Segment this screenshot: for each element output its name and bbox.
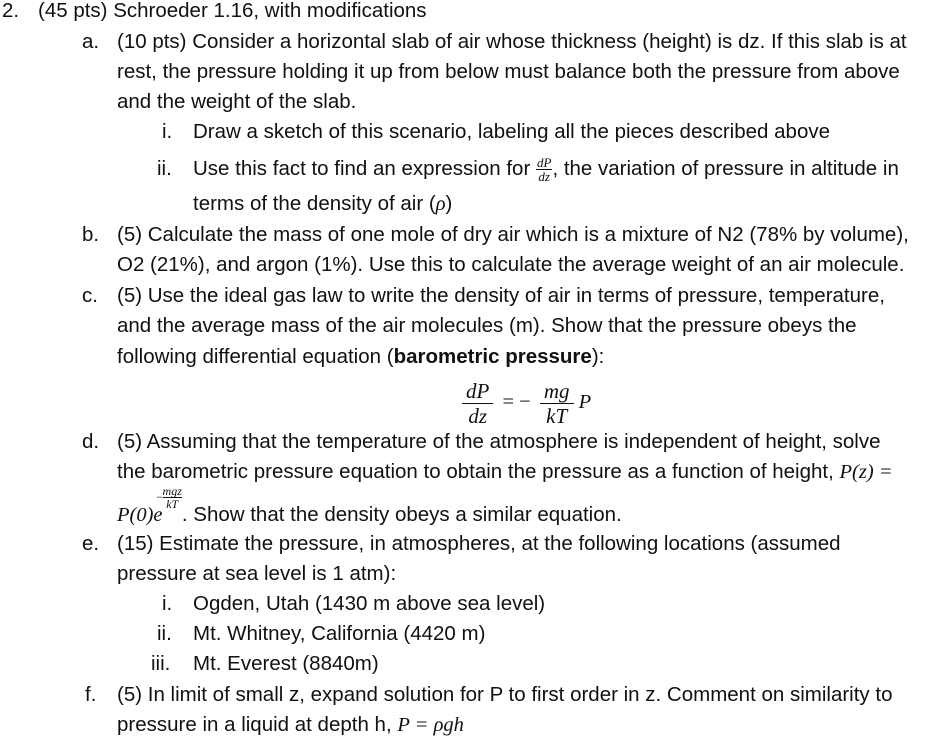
part-e-line-1: (15) Estimate the pressure, in atmospheres, at the following locations (assumed (117, 532, 841, 555)
part-e-label: e. (82, 532, 100, 555)
part-e-item-1-text: Ogden, Utah (1430 m above sea level) (193, 592, 546, 615)
eq-lhs-numerator: dP (462, 379, 493, 404)
eq-lhs-denominator: dz (468, 403, 487, 428)
exponent-sign: − (155, 490, 164, 504)
sub-ii-line-2-post: ) (445, 192, 453, 215)
part-c-line-1: (5) Use the ideal gas law to write the density of air in terms of pressure, temperature, (117, 284, 885, 307)
part-d-line-2-pre: the barometric pressure equation to obtain the pressure as a function of height, (117, 460, 834, 483)
part-c-line-2: and the average mass of the air molecules (m). Show that the pressure obeys the (117, 314, 857, 337)
part-d-line-1: (5) Assuming that the temperature of the atmosphere is independent of height, solve (117, 430, 881, 453)
dp-dz-fraction (536, 156, 552, 183)
part-e-item-3-text: Mt. Everest (8840m) (193, 652, 379, 675)
exponent-denominator: kT (166, 497, 179, 511)
part-a-sub-ii-label: ii. (157, 157, 172, 180)
part-a-label: a. (82, 30, 100, 53)
part-f-label: f. (85, 683, 97, 706)
part-a-line-2: rest, the pressure holding it up from below must balance both the pressure from above (117, 60, 900, 83)
pz-expression: P(z) = (839, 461, 893, 483)
part-b-line-2: O2 (21%), and argon (1%). Use this to calculate the average weight of an air molecule. (117, 253, 905, 276)
part-f-line-2-pre: pressure in a liquid at depth h, (117, 713, 392, 736)
part-f-line-1: (5) In limit of small z, expand solution for P to first order in z. Comment on similarity to (117, 683, 893, 706)
eq-rhs-fraction (540, 379, 574, 428)
part-c-line-3-post: ): (591, 345, 605, 368)
fraction-numerator: dP (536, 155, 552, 171)
sub-ii-pre-text: Use this fact to find an expression for (193, 157, 531, 180)
eq-rhs-numerator: mg (540, 379, 574, 404)
rho-symbol: ρ (435, 193, 446, 215)
part-e-item-1-label: i. (162, 592, 173, 615)
part-c-line-3 (117, 342, 604, 372)
eq-sign: = − (502, 391, 531, 413)
part-a-sub-ii-line-2 (193, 189, 452, 219)
exponent-numerator: mgz (162, 484, 182, 498)
eq-rhs-denominator: kT (546, 403, 568, 428)
part-f-line-2 (117, 710, 464, 740)
sub-ii-post-text: , the variation of pressure in altitude in (552, 157, 899, 180)
eq-tail-p: P (578, 391, 592, 413)
fraction-denominator: dz (538, 169, 550, 185)
part-a-sub-i-label: i. (162, 120, 173, 143)
part-a-sub-i-text: Draw a sketch of this scenario, labeling all the pieces described above (193, 120, 830, 143)
part-e-line-2: pressure at sea level is 1 atm): (117, 562, 397, 585)
part-e-item-2-label: ii. (157, 622, 172, 645)
part-a-line-3: and the weight of the slab. (117, 90, 357, 113)
barometric-equation (462, 372, 591, 432)
part-d-label: d. (82, 430, 100, 453)
part-b-label: b. (82, 223, 100, 246)
part-b-line-1: (5) Calculate the mass of one mole of dry air which is a mixture of N2 (78% by volume), (117, 223, 909, 246)
eq-lhs-fraction (462, 379, 493, 428)
part-a-sub-ii-line-1 (193, 154, 899, 184)
exponent (155, 484, 182, 511)
problem-title: (45 pts) Schroeder 1.16, with modifications (38, 0, 427, 22)
part-d-line-3-post: . Show that the density obeys a similar equation. (181, 503, 622, 526)
part-e-item-2-text: Mt. Whitney, California (4420 m) (193, 622, 486, 645)
part-d-line-2 (117, 457, 893, 487)
problem-number: 2. (2, 0, 20, 22)
part-c-line-3-pre: following differential equation ( (117, 345, 394, 368)
part-c-label: c. (82, 284, 98, 307)
part-e-item-3-label: iii. (151, 652, 171, 675)
liquid-pressure-formula: P = ρgh (397, 714, 464, 736)
sub-ii-line-2-pre: terms of the density of air ( (193, 192, 436, 215)
p0-e-expression: P(0)e (117, 504, 163, 526)
part-d-line-3 (117, 484, 622, 530)
barometric-pressure-term: barometric pressure (393, 345, 592, 368)
part-a-line-1: (10 pts) Consider a horizontal slab of air whose thickness (height) is dz. If this slab is at (117, 30, 907, 53)
